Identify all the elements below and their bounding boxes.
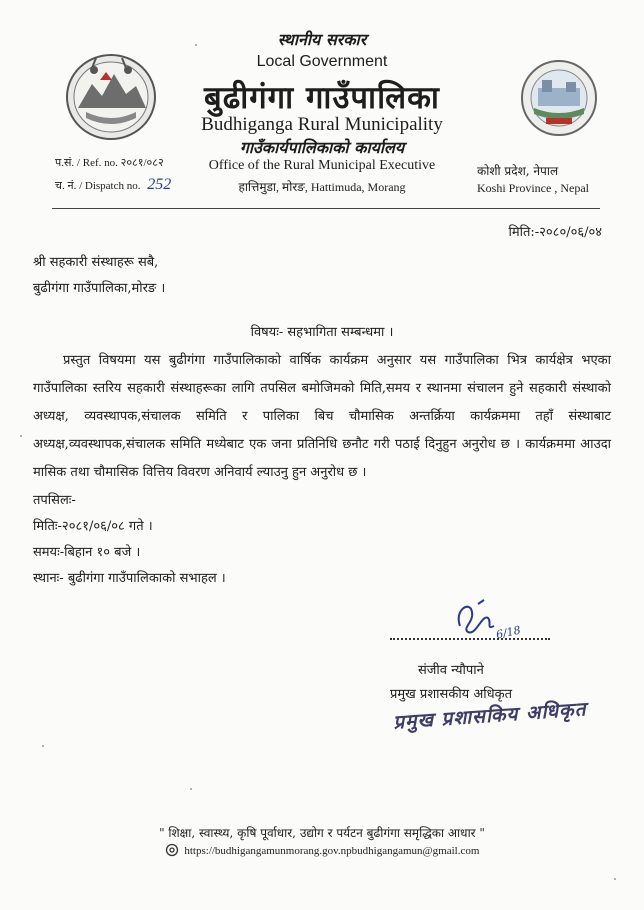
dispatch-number bbox=[55, 176, 171, 194]
province-english: Koshi Province , Nepal bbox=[477, 181, 589, 195]
scan-speck bbox=[614, 878, 616, 880]
dispatch-value: 252 bbox=[147, 176, 172, 193]
details-date: मितिः-२०८१/०६/०८ गते । bbox=[33, 519, 153, 534]
local-government-nepali: स्थानीय सरकार bbox=[277, 30, 367, 49]
body-paragraph: प्रस्तुत विषयमा यस बुढीगंगा गाउँपालिकाको वार्षिक कार्यक्रम अनुसार यस गाउँपालिका भित्र कार्यक्षेत्र भएका गाउँपालिका स्तरिय सहकारी संस्थाहरूका लागि तपसिल बमोजिमको मिति,समय र स्थानमा संचालन हुने सहकारी संस्थाको अध्यक्ष, व्यवस्थापक,संचालक समिति र पालिका बिच चौमासिक अन्तर्क्रिया कार्यक्रममा तहाँ संस्थाबाट अध्यक्ष,व्यवस्थापक,संचालक समिति मध्येबाट एक जना प्रतिनिधि छनौट गरी पठाई दिनुहुन अनुरोध छ । कार्यक्रममा आउदा मासिक तथा चौमासिक वित्तिय विवरण अनिवार्य ल्याउनु हुन अनुरोध छ । bbox=[33, 353, 611, 480]
details-time: समयः-बिहान १० बजे । bbox=[33, 545, 141, 560]
addressee-line-2: बुढीगंगा गाउँपालिका,मोरङ । bbox=[33, 281, 166, 296]
signer-name: संजीव न्यौपाने bbox=[418, 663, 484, 678]
signature-date: 6/18 bbox=[494, 623, 522, 642]
header-divider bbox=[52, 208, 600, 209]
details-heading: तपसिलः- bbox=[33, 493, 76, 508]
footer-contact-text: https://budhigangamunmorang.gov.npbudhigangamun@gmail.com bbox=[184, 845, 480, 857]
official-stamp: प्रमुख प्रशासकिय अधिकृत bbox=[392, 698, 588, 734]
signature-line bbox=[390, 637, 550, 640]
reference-number: प.सं. / Ref. no. २०८१/०८२ bbox=[55, 157, 164, 169]
footer-slogan: " शिक्षा, स्वास्थ्य, कृषि पूर्वाधार, उद्योग र पर्यटन बुढीगंगा समृद्धिका आधार " bbox=[159, 826, 485, 840]
letter-subject: विषयः- सहभागिता सम्बन्धमा । bbox=[250, 325, 394, 340]
footer-contact bbox=[0, 843, 644, 857]
municipality-name-english: Budhiganga Rural Municipality bbox=[201, 114, 443, 135]
signer-title: प्रमुख प्रशासकीय अधिकृत bbox=[390, 687, 513, 702]
office-address: हात्तिमुडा, मोरङ, Hattimuda, Morang bbox=[238, 180, 406, 194]
email-icon bbox=[165, 843, 179, 857]
scan-speck bbox=[20, 435, 22, 437]
scan-speck bbox=[42, 745, 44, 747]
details-venue: स्थानः- बुढीगंगा गाउँपालिकाको सभाहल । bbox=[33, 571, 226, 586]
office-name-english: Office of the Rural Municipal Executive bbox=[208, 158, 436, 173]
local-government-english: Local Government bbox=[256, 53, 388, 70]
scan-speck bbox=[195, 44, 197, 46]
letter-body bbox=[33, 347, 611, 487]
office-name-nepali: गाउँकार्यपालिकाको कार्यालय bbox=[239, 138, 405, 157]
dispatch-label: च. नं. / Dispatch no. bbox=[55, 180, 141, 192]
addressee-line-1: श्री सहकारी संस्थाहरू सबै, bbox=[33, 255, 159, 270]
municipality-name-nepali: बुढीगंगा गाउँपालिका bbox=[204, 80, 440, 116]
letter-date: मिति:-२०८०/०६/०४ bbox=[508, 225, 602, 240]
province-nepali: कोशी प्रदेश, नेपाल bbox=[477, 164, 559, 178]
scan-speck bbox=[190, 788, 192, 790]
